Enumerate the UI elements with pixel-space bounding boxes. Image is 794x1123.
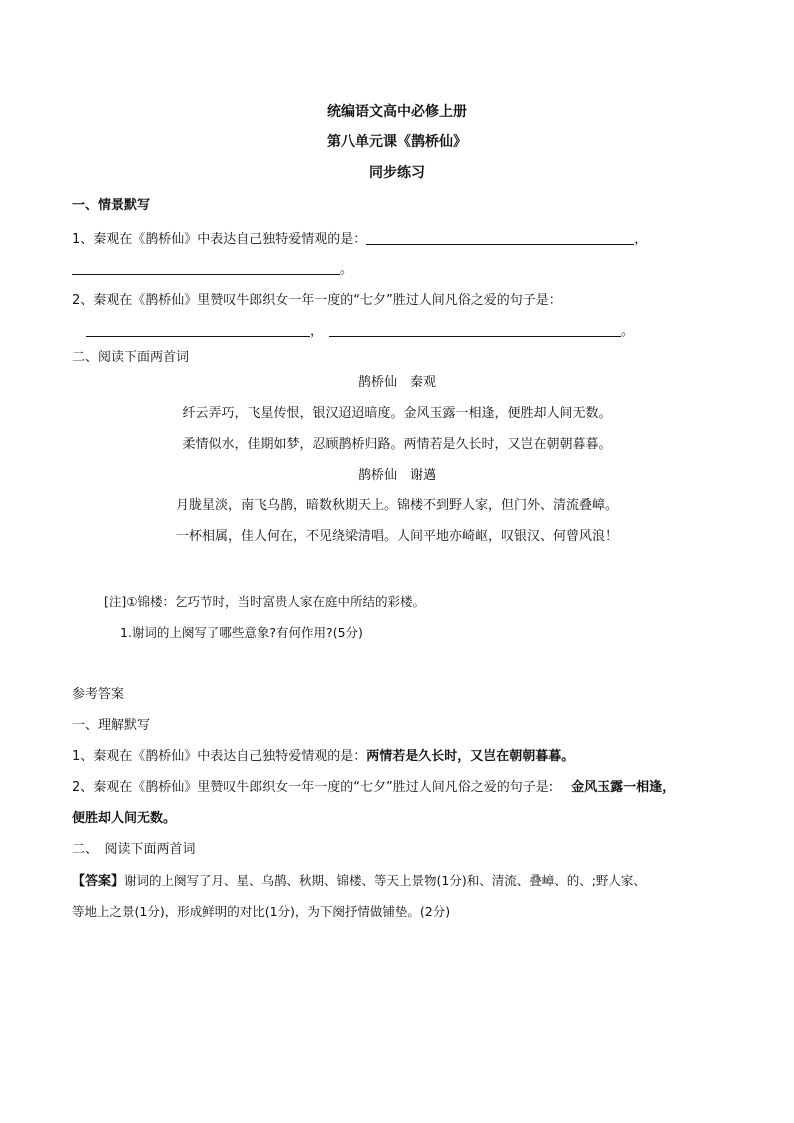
poem-1-title: 鹊桥仙 秦观 — [357, 375, 436, 390]
answer-2-prefix: 2、秦观在《鹊桥仙》里赞叹牛郎织女一年一度的“七夕”胜过人间凡俗之爱的句子是: — [72, 780, 554, 795]
answer-2 — [72, 779, 675, 797]
question-2: 2、秦观在《鹊桥仙》里赞叹牛郎织女一年一度的“七夕”胜过人间凡俗之爱的句子是： — [72, 293, 562, 308]
answer-2-text-1: 金风玉露一相逢， — [571, 780, 676, 795]
poem-note: [注]①锦楼：乞巧节时，当时富贵人家在庭中所结的彩楼。 — [104, 594, 425, 609]
answers-heading: 参考答案 — [72, 687, 125, 702]
poem-2-line-2: 一杯相属，佳人何在，不见绕梁清唱。人间平地亦崎岖，叹银汉、何曾风浪！ — [175, 529, 618, 544]
question-2-period: 。 — [621, 324, 635, 339]
answers-subheading-2: 二、 阅读下面两首词 — [72, 842, 196, 857]
question-1-continued — [72, 260, 353, 279]
poem-2-title: 鹊桥仙 谢邁 — [357, 468, 436, 483]
poem-1-line-2: 柔情似水，佳期如梦，忍顾鹊桥归路。两情若是久长时，又岂在朝朝暮暮。 — [182, 437, 612, 452]
answer-blank-2a — [86, 322, 310, 337]
answers-subheading-1: 一、理解默写 — [72, 718, 151, 733]
answer-blank-1b — [72, 260, 340, 275]
poem-1-line-1: 纤云弄巧，飞星传恨，银汉迢迢暗度。金风玉露一相逢，便胜却人间无数。 — [182, 406, 612, 421]
answer-blank-1a — [366, 230, 634, 245]
question-2-blanks — [86, 322, 634, 341]
answer-label: 【答案】 — [72, 874, 125, 889]
answer-reading-line-1: 谢词的上阕写了月、星、乌鹊、秋期、锦楼、等天上景物(1分)和、清流、叠嶂、的、;野人家、 — [124, 873, 646, 888]
answer-blank-2b — [329, 322, 621, 337]
reading-question-1: 1.谢词的上阕写了哪些意象?有何作用?(5分) — [120, 625, 363, 640]
poem-2-line-1: 月胧星淡，南飞乌鹊，暗数秋期天上。锦楼不到野人家，但门外、清流叠嶂。 — [175, 498, 618, 513]
question-2-comma: ， — [310, 324, 324, 339]
doc-title: 统编语文高中必修上册 — [327, 104, 467, 120]
answer-2-text-2: 便胜却人间无数。 — [72, 811, 177, 826]
answer-1-text: 两情若是久长时，又岂在朝朝暮暮。 — [366, 749, 575, 764]
question-1 — [72, 230, 647, 249]
answer-reading-1 — [72, 872, 646, 891]
section-2-heading: 二、阅读下面两首词 — [72, 350, 190, 365]
answer-1 — [72, 748, 574, 766]
answer-1-prefix: 1、秦观在《鹊桥仙》中表达自己独特爱情观的是： — [72, 749, 367, 764]
section-1-heading: 一、情景默写 — [72, 198, 151, 213]
lesson-title: 第八单元课《鹊桥仙》 — [327, 134, 467, 150]
question-1-comma: ， — [634, 232, 648, 247]
question-1-text: 1、秦观在《鹊桥仙》中表达自己独特爱情观的是： — [72, 232, 367, 247]
answer-reading-line-2: 等地上之景(1分)，形成鲜明的对比(1分)，为下阕抒情做铺垫。(2分) — [72, 904, 451, 919]
exercise-title: 同步练习 — [369, 165, 425, 181]
question-1-period: 。 — [340, 262, 354, 277]
